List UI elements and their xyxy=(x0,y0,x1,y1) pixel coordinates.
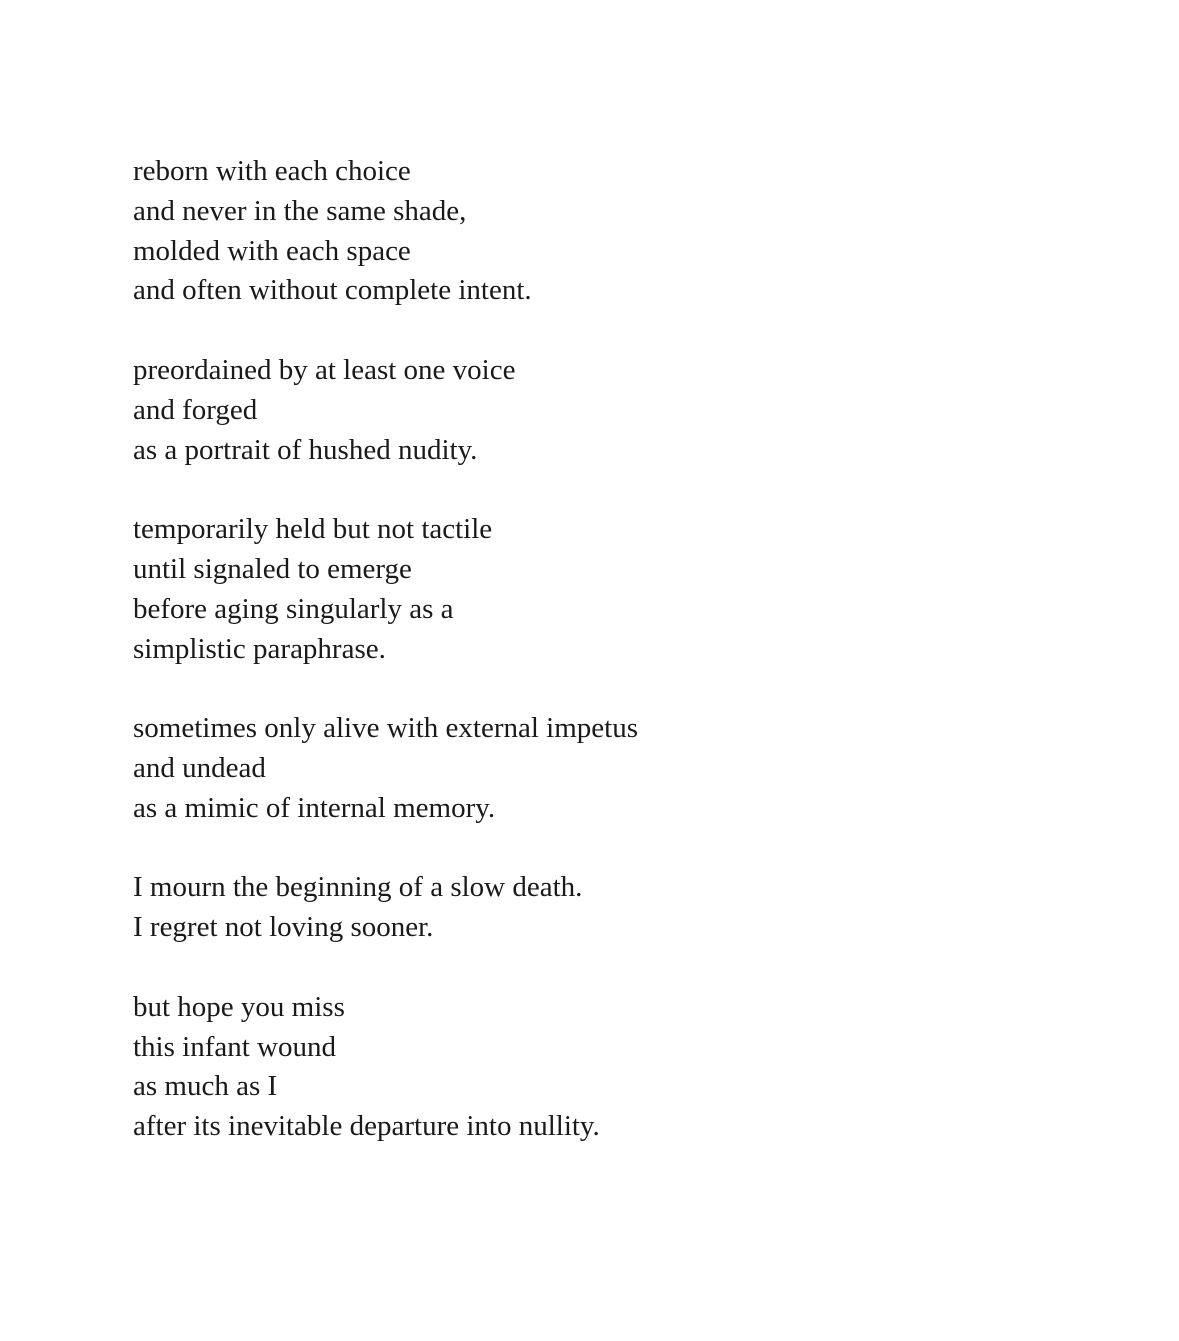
poem-line: but hope you miss xyxy=(133,990,345,1023)
poem-line: until signaled to emerge xyxy=(133,552,412,585)
poem-line: molded with each space xyxy=(133,234,411,267)
poem xyxy=(133,152,638,1147)
poem-line: I mourn the beginning of a slow death. xyxy=(133,871,583,904)
stanza xyxy=(133,510,638,669)
poem-line: I regret not loving sooner. xyxy=(133,911,434,944)
poem-line: reborn with each choice xyxy=(133,155,411,187)
poem-line: before aging singularly as a xyxy=(133,592,454,625)
stanza xyxy=(133,988,638,1147)
poem-line: this infant wound xyxy=(133,1030,336,1063)
poem-line: as much as I xyxy=(133,1070,278,1103)
stanza xyxy=(133,152,638,311)
poem-line: temporarily held but not tactile xyxy=(133,513,493,546)
poem-line: preordained by at least one voice xyxy=(133,353,516,386)
poem-line: and never in the same shade, xyxy=(133,194,467,227)
poem-line: and undead xyxy=(133,751,266,784)
stanza xyxy=(133,709,638,828)
stanza xyxy=(133,351,638,470)
poem-line: sometimes only alive with external impetus xyxy=(133,712,638,745)
poem-line: and often without complete intent. xyxy=(133,274,532,307)
poem-line: and forged xyxy=(133,393,258,426)
poem-line: simplistic paraphrase. xyxy=(133,632,386,665)
poem-line: after its inevitable departure into nullity. xyxy=(133,1110,600,1143)
poem-line: as a mimic of internal memory. xyxy=(133,791,496,824)
poem-line: as a portrait of hushed nudity. xyxy=(133,433,478,466)
stanza xyxy=(133,868,638,948)
